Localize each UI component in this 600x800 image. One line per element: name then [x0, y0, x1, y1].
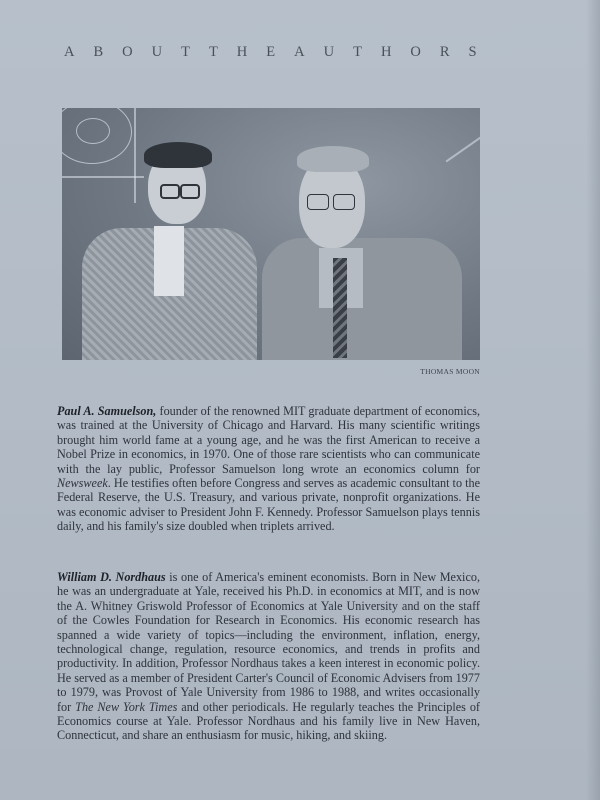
heading-word-the: THE [208, 44, 295, 60]
heading-word-about: ABOUT [64, 44, 209, 60]
bio-samuelson-text-2: . He testifies often before Congress and serves as academic consultant to the Federal Reserve, the U.S. Treasury, and various private, nonprofit organizations. He was economic adviser to President John F. Kennedy. Professor Samuelson plays tennis daily, and his family's size doubled when triplets arrived. [57, 476, 480, 534]
page-edge-shadow [586, 0, 600, 800]
bio-nordhaus [57, 570, 480, 743]
person-left-glasses-right [180, 184, 200, 199]
bio-samuelson-text-1: founder of the renowned MIT graduate department of economics, was trained at the University of Chicago and Harvard. His many scientific writings brought him world fame at a young age, and he was the first American to receive a Nobel Prize in economics, in 1970. One of those rare scientists who can communicate with the lay public, Professor Samuelson long wrote an economics column for [57, 404, 480, 476]
bio-nordhaus-text-1: is one of America's eminent economists. Born in New Mexico, he was an undergraduate at Yale, received his Ph.D. in economics at MIT, and is now the A. Whitney Griswold Professor of Economics at Yale University and on the staff of the Cowles Foundation for Research in Economics. His economic research has spanned a wide variety of topics—including the environment, inflation, energy, technological change, regulation, resource economics, and trends in profits and productivity. In addition, Professor Nordhaus takes a keen interest in economic policy. He served as a member of President Carter's Council of Economic Advisers from 1977 to 1979, was Provost of Yale University from 1986 to 1988, and writes occasionally for [57, 570, 480, 714]
person-left-hair [144, 142, 212, 168]
bio-nordhaus-name: William D. Nordhaus [57, 570, 166, 584]
photo-credit: THOMAS MOON [420, 367, 480, 376]
person-right-hair [297, 146, 369, 172]
bio-nordhaus-text-2: and other periodicals. He regularly teaches the Principles of Economics course at Yale. Professor Nordhaus and his family live in New Haven, Connecticut, and share an enthusiasm for music, hiking, and skiing. [57, 699, 480, 743]
authors-photo [62, 108, 480, 360]
bio-samuelson [57, 404, 480, 534]
person-right-glasses-right [333, 194, 355, 210]
bio-samuelson-italic: Newsweek [57, 476, 108, 491]
bio-samuelson-name: Paul A. Samuelson, [57, 404, 157, 418]
heading-word-authors: AUTHORS [294, 44, 496, 60]
person-left [62, 108, 262, 360]
section-heading [64, 44, 496, 61]
person-left-shirt [154, 226, 184, 296]
person-right-glasses-left [307, 194, 329, 210]
person-right [257, 108, 477, 360]
person-right-tie [333, 258, 347, 358]
person-left-glasses-left [160, 184, 180, 199]
bio-nordhaus-italic: The New York Times [75, 699, 178, 714]
